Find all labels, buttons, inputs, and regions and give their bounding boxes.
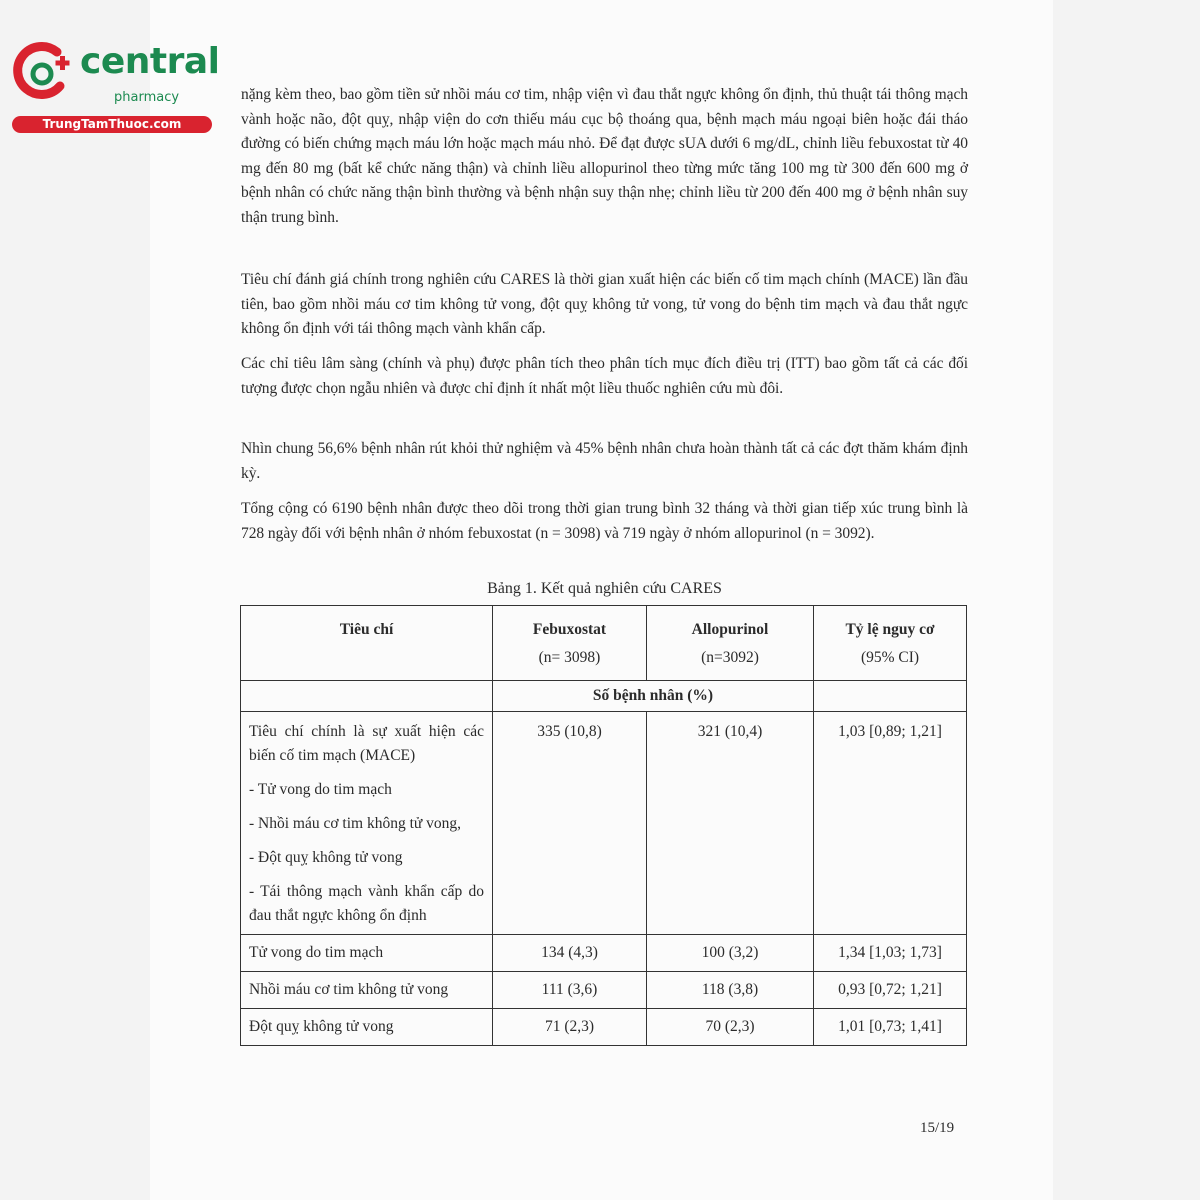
primary-endpoint-line: - Nhồi máu cơ tim không tử vong,: [249, 815, 462, 832]
primary-hr-value: 1,03 [0,89; 1,21]: [814, 712, 967, 935]
primary-allopurinol-value: 321 (10,4): [647, 712, 814, 935]
table-caption: Bảng 1. Kết quả nghiên cứu CARES: [487, 580, 722, 597]
table-row-primary-endpoint: [241, 712, 967, 935]
row-hr-value: 0,93 [0,72; 1,21]: [814, 972, 967, 1009]
page-number: 15/19: [920, 1120, 955, 1136]
table-row: [241, 1009, 967, 1046]
row-allopurinol-value: 118 (3,8): [647, 972, 814, 1009]
table-header-row: [241, 606, 967, 681]
paragraph-itt-analysis: Các chỉ tiêu lâm sàng (chính và phụ) được phân tích theo phân tích mục đích điều trị (ITT) bao gồm tất cả các đối tượng được chọn ngẫu nhiên và được chỉ định ít nhất một liều thuốc nghiên cứu mù đôi.: [241, 355, 968, 397]
header-criteria-label: Tiêu chí: [339, 621, 394, 638]
paragraph-primary-endpoint: Tiêu chí đánh giá chính trong nghiên cứu CARES là thời gian xuất hiện các biến cố tim mạch chính (MACE) lần đầu tiên, bao gồm nhồi máu cơ tim không tử vong, đột quỵ không tử vong, tử vong do bệnh tim mạch và đau thắt ngực không ổn định với tái thông mạch vành khẩn cấp.: [241, 271, 968, 337]
primary-endpoint-line: Tiêu chí chính là sự xuất hiện các biến cố tim mạch (MACE): [249, 723, 484, 764]
header-hr-label: Tỷ lệ nguy cơ: [845, 621, 935, 638]
primary-endpoint-line: - Tái thông mạch vành khẩn cấp do đau thắt ngực không ổn định: [249, 883, 484, 924]
central-pharmacy-logo[interactable]: [10, 38, 220, 138]
primary-endpoint-criteria: [241, 712, 493, 935]
logo-url-badge: TrungTamThuoc.com: [12, 116, 212, 133]
header-allopurinol-label: Allopurinol: [691, 621, 769, 638]
header-hr-ci: (95% CI): [860, 649, 920, 666]
header-febuxostat-label: Febuxostat: [532, 621, 607, 638]
header-criteria: [241, 606, 493, 681]
primary-endpoint-line: - Tử vong do tim mạch: [249, 781, 392, 798]
row-febuxostat-value: 71 (2,3): [493, 1009, 647, 1046]
empty-cell: [814, 681, 967, 712]
primary-febuxostat-value: 335 (10,8): [493, 712, 647, 935]
paragraph-inclusion-criteria: nặng kèm theo, bao gồm tiền sử nhồi máu cơ tim, nhập viện vì đau thắt ngực không ổn định, thủ thuật tái thông mạch vành hoặc não, đột quỵ, nhập viện do cơn thiếu máu cục bộ thoáng qua, bệnh mạch máu ngoại biên hoặc đái tháo đường có biến chứng mạch máu lớn hoặc mạch máu nhỏ. Để đạt được sUA dưới 6 mg/dL, chỉnh liều febuxostat từ 40 mg đến 80 mg (bất kể chức năng thận) và chỉnh liều allopurinol theo từng mức tăng 100 mg từ 300 đến 600 mg ở bệnh nhân có chức năng thận bình thường và bệnh nhận suy thận nhẹ; chỉnh liều từ 200 đến 400 mg ở bệnh nhân suy thận trung bình.: [241, 86, 968, 226]
paragraph-follow-up: Tổng cộng có 6190 bệnh nhân được theo dõi trong thời gian trung bình 32 tháng và thời gian tiếp xúc trung bình là 728 ngày đối với bệnh nhân ở nhóm febuxostat (n = 3098) và 719 ngày ở nhóm allopurinol (n = 3092).: [241, 500, 968, 542]
logo-subtitle: pharmacy: [114, 90, 180, 105]
patients-percent-subheader: Số bệnh nhân (%): [493, 681, 814, 712]
empty-cell: [241, 681, 493, 712]
row-allopurinol-value: 100 (3,2): [647, 935, 814, 972]
header-hazard-ratio: [814, 606, 967, 681]
row-febuxostat-value: 111 (3,6): [493, 972, 647, 1009]
header-allopurinol: [647, 606, 814, 681]
row-label: Đột quỵ không tử vong: [241, 1009, 493, 1046]
paragraph-withdrawal: Nhìn chung 56,6% bệnh nhân rút khỏi thử nghiệm và 45% bệnh nhân chưa hoàn thành tất cả các đợt thăm khám định kỳ.: [241, 440, 968, 482]
logo-brand-name: central: [80, 41, 220, 82]
cares-results-table: [240, 605, 967, 1046]
row-febuxostat-value: 134 (4,3): [493, 935, 647, 972]
table-subheader-row: [241, 681, 967, 712]
row-hr-value: 1,01 [0,73; 1,41]: [814, 1009, 967, 1046]
table-row: [241, 935, 967, 972]
table-row: [241, 972, 967, 1009]
row-label: Tử vong do tim mạch: [241, 935, 493, 972]
header-allopurinol-n: (n=3092): [701, 649, 759, 666]
row-hr-value: 1,34 [1,03; 1,73]: [814, 935, 967, 972]
primary-endpoint-line: - Đột quỵ không tử vong: [249, 849, 403, 866]
pharmacy-cross-icon: [10, 38, 76, 104]
row-label: Nhồi máu cơ tim không tử vong: [241, 972, 493, 1009]
header-febuxostat-n: (n= 3098): [538, 649, 601, 666]
header-febuxostat: [493, 606, 647, 681]
row-allopurinol-value: 70 (2,3): [647, 1009, 814, 1046]
